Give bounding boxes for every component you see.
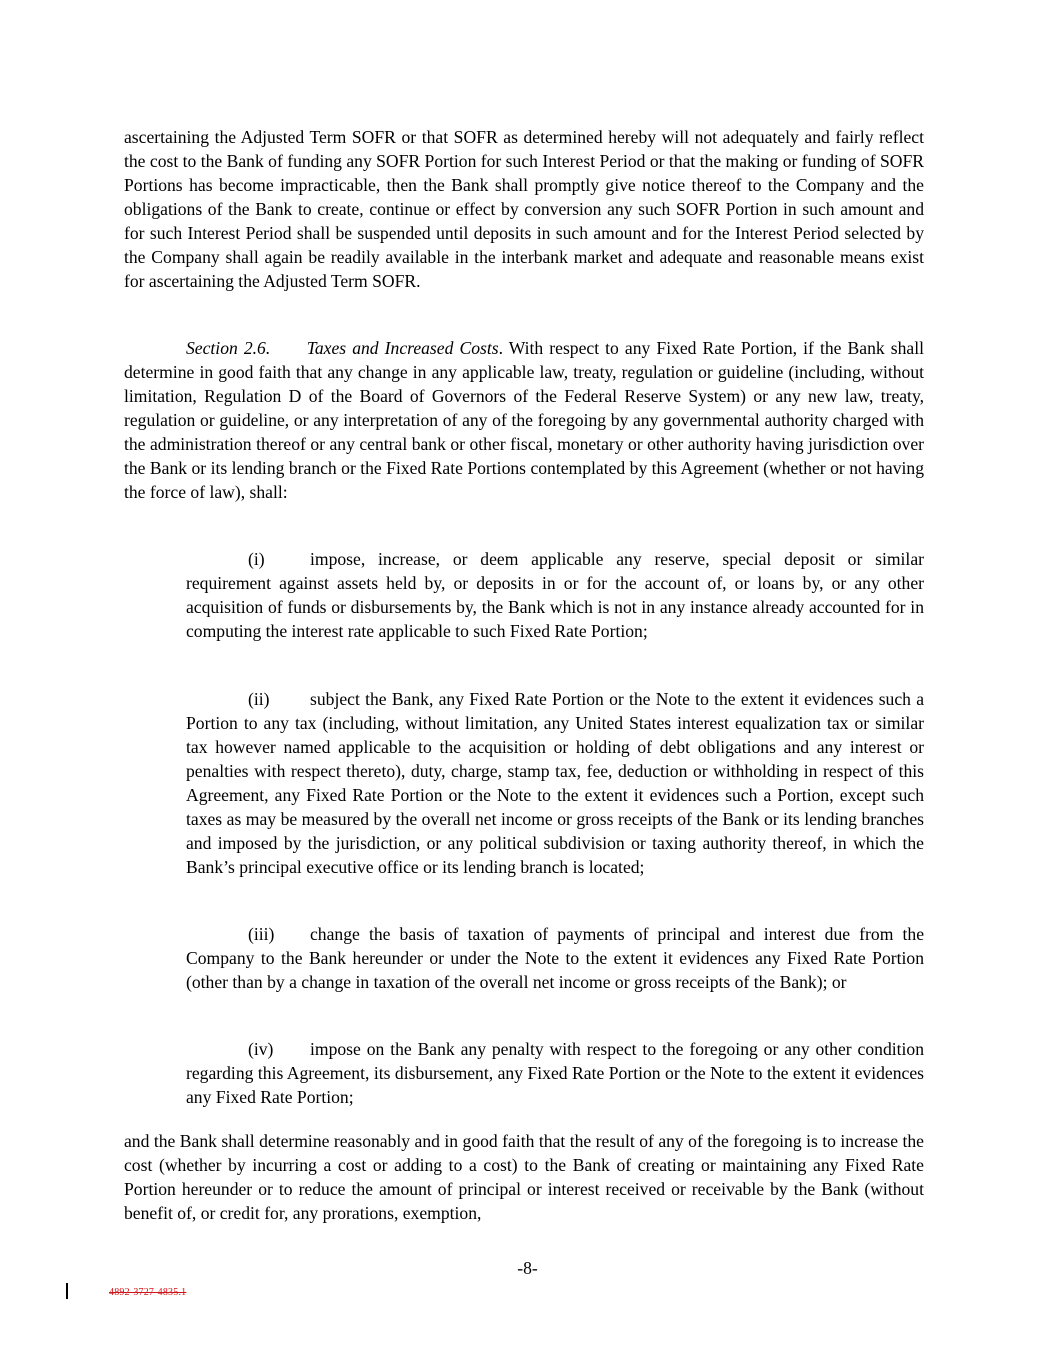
document-id: 4892-3727-4835.1	[109, 1287, 187, 1298]
list-item-text: change the basis of taxation of payments of principal and interest due from the Company to the Bank hereunder or under the Note to the extent it evidences any Fixed Rate Portion (other than by a change in taxation of the overall net income or gross receipts of the Bank); or	[186, 924, 924, 992]
change-bar	[66, 1283, 68, 1299]
section-number: Section 2.6.	[186, 338, 271, 358]
list-item-i	[186, 547, 924, 643]
list-item-number: (iii)	[248, 924, 275, 944]
section-body: . With respect to any Fixed Rate Portion, if the Bank shall determine in good faith that any change in any applicable law, treaty, regulation or guideline (including, without limitation, Regulation D of the Board of Governors of the Federal Reserve System) or any new law, treaty, regulation or guideline, or any interpretation of any of the foregoing by any governmental authority charged with the administration thereof or any central bank or other fiscal, monetary or other authority having jurisdiction over the Bank or its lending branch or the Fixed Rate Portions contemplated by this Agreement (whether or not having the force of law), shall:	[124, 338, 924, 502]
list-item-number: (iv)	[248, 1039, 274, 1059]
paragraph-sofr-continuation: ascertaining the Adjusted Term SOFR or that SOFR as determined hereby will not adequately and fairly reflect the cost to the Bank of funding any SOFR Portion for such Interest Period or that the making or funding of SOFR Portions has become impracticable, then the Bank shall promptly give notice thereof to the Company and the obligations of the Bank to create, continue or effect by conversion any such SOFR Portion in such amount and for such Interest Period shall be suspended until deposits in such amount and for the Interest Period selected by the Company shall again be readily available in the interbank market and adequate and reasonable means exist for ascertaining the Adjusted Term SOFR.	[124, 127, 924, 291]
list-item-ii	[186, 687, 924, 879]
paragraph-final: and the Bank shall determine reasonably and in good faith that the result of any of the foregoing is to increase the cost (whether by incurring a cost or adding to a cost) to the Bank of creating or maintaining any Fixed Rate Portion hereunder or to reduce the amount of principal or interest received or receivable by the Bank (without benefit of, or credit for, any prorations, exemption,	[124, 1131, 924, 1223]
list-item-number: (ii)	[248, 689, 270, 709]
paragraph-section-2-6	[124, 336, 924, 504]
section-title: Taxes and Increased Costs	[306, 338, 499, 358]
list-item-text: impose, increase, or deem applicable any reserve, special deposit or similar requirement against assets held by, or deposits in or for the account of, or loans by, or any other acquisition of funds or disbursements by, the Bank which is not in any instance already accounted for in computing the interest rate applicable to such Fixed Rate Portion;	[186, 549, 924, 641]
list-item-iii	[186, 922, 924, 994]
page-number: -8-	[517, 1258, 538, 1278]
list-item-text: impose on the Bank any penalty with respect to the foregoing or any other condition regarding this Agreement, its disbursement, any Fixed Rate Portion or the Note to the extent it evidences any Fixed Rate Portion;	[186, 1039, 924, 1107]
list-item-iv	[186, 1037, 924, 1109]
list-item-number: (i)	[248, 549, 265, 569]
list-item-text: subject the Bank, any Fixed Rate Portion or the Note to the extent it evidences such a Portion to any tax (including, without limitation, any United States interest equalization tax or similar tax however named applicable to the acquisition or holding of debt obligations and any interest or penalties with respect thereto), duty, charge, stamp tax, fee, deduction or withholding in respect of this Agreement, any Fixed Rate Portion or the Note to the extent it evidences such a Portion, except such taxes as may be measured by the overall net income or gross receipts of the Bank or its lending branches and imposed by the jurisdiction, or any political subdivision or taxing authority thereof, in which the Bank’s principal executive office or its lending branch is located;	[186, 689, 924, 877]
